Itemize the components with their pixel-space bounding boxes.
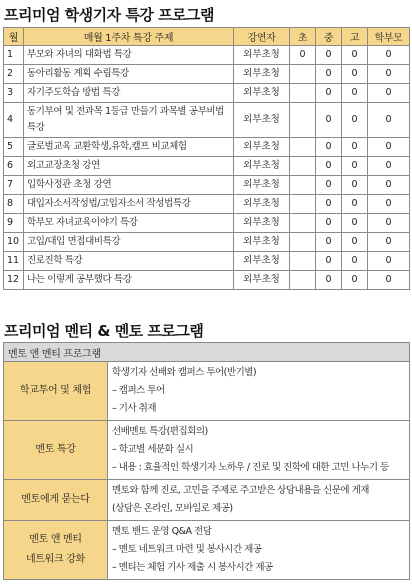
- row-number: 9: [4, 214, 24, 233]
- row-lecturer: 외부초청: [234, 214, 290, 233]
- row-elementary: [290, 176, 316, 195]
- program-label-line: 네트워크 강화: [25, 554, 86, 565]
- row-elementary: [290, 252, 316, 271]
- mentoring-row: [4, 421, 410, 480]
- row-parent: 0: [368, 195, 410, 214]
- row-parent: 0: [368, 214, 410, 233]
- row-parent: 0: [368, 46, 410, 65]
- program-description: [108, 521, 410, 580]
- description-line: – 기사 취재: [112, 403, 156, 414]
- row-lecturer: 외부초청: [234, 252, 290, 271]
- row-high: 0: [342, 195, 368, 214]
- mentoring-row: [4, 480, 410, 521]
- program-label-line: 멘토에게 묻는다: [21, 494, 90, 505]
- table-row: [4, 138, 410, 157]
- row-topic: 입학사정관 초청 강연: [24, 176, 234, 195]
- row-middle: 0: [316, 214, 342, 233]
- mentoring-table-header: 멘토 앤 멘티 프로그램: [4, 343, 410, 362]
- table-header-row: [4, 28, 410, 46]
- table-row: [4, 46, 410, 65]
- header-topic: 매월 1주차 특강 주제: [24, 28, 234, 46]
- row-number: 8: [4, 195, 24, 214]
- row-number: 5: [4, 138, 24, 157]
- description-line: – 멘티는 체험 기사 제출 시 봉사시간 제공: [112, 562, 273, 573]
- program-description: [108, 362, 410, 421]
- row-high: 0: [342, 271, 368, 290]
- row-number: 10: [4, 233, 24, 252]
- row-topic: 학부모 자녀교육이야기 특강: [24, 214, 234, 233]
- row-middle: 0: [316, 195, 342, 214]
- row-middle: 0: [316, 103, 342, 138]
- table-row: [4, 252, 410, 271]
- row-middle: 0: [316, 233, 342, 252]
- row-lecturer: 외부초청: [234, 271, 290, 290]
- row-middle: 0: [316, 138, 342, 157]
- row-lecturer: 외부초청: [234, 195, 290, 214]
- description-line: – 캠퍼스 투어: [112, 385, 165, 396]
- row-middle: 0: [316, 271, 342, 290]
- row-topic: 진로진학 특강: [24, 252, 234, 271]
- row-elementary: [290, 157, 316, 176]
- mentoring-row: [4, 362, 410, 421]
- row-high: 0: [342, 214, 368, 233]
- table-row: [4, 195, 410, 214]
- row-topic: 글로벌교육 교환학생,유학,캠프 비교체험: [24, 138, 234, 157]
- table-row: [4, 103, 410, 138]
- header-month: 월: [4, 28, 24, 46]
- row-middle: 0: [316, 252, 342, 271]
- row-parent: 0: [368, 138, 410, 157]
- row-high: 0: [342, 157, 368, 176]
- description-line: (상담은 온라인, 모바일로 제공): [112, 503, 233, 514]
- row-high: 0: [342, 46, 368, 65]
- row-parent: 0: [368, 233, 410, 252]
- row-middle: 0: [316, 176, 342, 195]
- row-high: 0: [342, 103, 368, 138]
- table-row: [4, 233, 410, 252]
- row-number: 11: [4, 252, 24, 271]
- special-lecture-title: 프리미엄 학생기자 특강 프로그램: [4, 6, 215, 24]
- description-line: 학생기자 선배와 캠퍼스 투어(반기별): [112, 367, 257, 378]
- table-row: [4, 214, 410, 233]
- description-line: 선배멘토 특강(편집회의): [112, 426, 208, 437]
- row-high: 0: [342, 176, 368, 195]
- table-row: [4, 271, 410, 290]
- row-topic: 동기부여 및 전과목 1등급 만들기 과목별 공부비법특강: [24, 103, 234, 138]
- row-elementary: [290, 65, 316, 84]
- row-topic: 동아리활동 계획 수립특강: [24, 65, 234, 84]
- header-middle: 중: [316, 28, 342, 46]
- row-high: 0: [342, 233, 368, 252]
- row-number: 7: [4, 176, 24, 195]
- program-label-line: 멘토 특강: [35, 444, 76, 455]
- description-line: – 내용 : 효율적인 학생기자 노하우 / 진로 및 진학에 대한 고민 나누기 등: [112, 462, 389, 473]
- row-high: 0: [342, 65, 368, 84]
- table-row: [4, 84, 410, 103]
- header-elementary: 초: [290, 28, 316, 46]
- row-parent: 0: [368, 84, 410, 103]
- row-lecturer: 외부초청: [234, 46, 290, 65]
- row-elementary: [290, 195, 316, 214]
- program-label-line: 멘토 앤 멘티: [29, 534, 82, 545]
- row-lecturer: 외부초청: [234, 138, 290, 157]
- row-parent: 0: [368, 252, 410, 271]
- row-high: 0: [342, 138, 368, 157]
- mentoring-header-row: [4, 343, 410, 362]
- row-lecturer: 외부초청: [234, 233, 290, 252]
- row-middle: 0: [316, 46, 342, 65]
- mentoring-row: [4, 521, 410, 580]
- program-label-line: 학교투어 및 체험: [19, 385, 92, 396]
- row-elementary: [290, 138, 316, 157]
- row-parent: 0: [368, 271, 410, 290]
- program-description: [108, 421, 410, 480]
- program-description: [108, 480, 410, 521]
- description-line: – 학교별 세분화 실시: [112, 444, 194, 455]
- row-elementary: [290, 103, 316, 138]
- table-row: [4, 65, 410, 84]
- row-lecturer: 외부초청: [234, 103, 290, 138]
- row-parent: 0: [368, 103, 410, 138]
- row-topic: 대입자소서작성법/고입자소서 작성법특강: [24, 195, 234, 214]
- row-number: 2: [4, 65, 24, 84]
- row-parent: 0: [368, 65, 410, 84]
- row-topic: 외고교장초청 강연: [24, 157, 234, 176]
- table-row: [4, 176, 410, 195]
- row-topic: 부모와 자녀의 대화법 특강: [24, 46, 234, 65]
- row-high: 0: [342, 252, 368, 271]
- row-lecturer: 외부초청: [234, 176, 290, 195]
- row-number: 12: [4, 271, 24, 290]
- mentoring-title: 프리미엄 멘티 & 멘토 프로그램: [4, 322, 204, 340]
- row-parent: 0: [368, 176, 410, 195]
- row-parent: 0: [368, 157, 410, 176]
- program-label: [4, 521, 108, 580]
- program-label: [4, 362, 108, 421]
- description-line: 멘토와 함께 진로, 고민을 주제로 주고받은 상담내용을 신문에 게재: [112, 485, 369, 496]
- mentoring-table: [3, 342, 410, 580]
- special-lecture-table: [3, 27, 410, 290]
- row-elementary: [290, 84, 316, 103]
- row-middle: 0: [316, 157, 342, 176]
- description-line: – 멘토 네트워크 마련 및 봉사시간 제공: [112, 544, 262, 555]
- row-number: 1: [4, 46, 24, 65]
- row-number: 3: [4, 84, 24, 103]
- row-topic: 나는 이렇게 공부했다 특강: [24, 271, 234, 290]
- program-label: [4, 480, 108, 521]
- row-topic: 자기주도학습 방법 특강: [24, 84, 234, 103]
- row-middle: 0: [316, 84, 342, 103]
- row-elementary: [290, 271, 316, 290]
- header-high: 고: [342, 28, 368, 46]
- lecture-rows: [4, 46, 410, 290]
- row-lecturer: 외부초청: [234, 65, 290, 84]
- row-lecturer: 외부초청: [234, 157, 290, 176]
- row-topic: 고입/대입 면접대비특강: [24, 233, 234, 252]
- header-parent: 학부모: [368, 28, 410, 46]
- description-line: 멘토 밴드 운영 Q&A 전담: [112, 526, 212, 537]
- header-lecturer: 강연자: [234, 28, 290, 46]
- row-elementary: [290, 214, 316, 233]
- row-high: 0: [342, 84, 368, 103]
- row-lecturer: 외부초청: [234, 84, 290, 103]
- table-row: [4, 157, 410, 176]
- program-label: [4, 421, 108, 480]
- row-middle: 0: [316, 65, 342, 84]
- row-number: 6: [4, 157, 24, 176]
- row-elementary: 0: [290, 46, 316, 65]
- row-elementary: [290, 233, 316, 252]
- row-number: 4: [4, 103, 24, 138]
